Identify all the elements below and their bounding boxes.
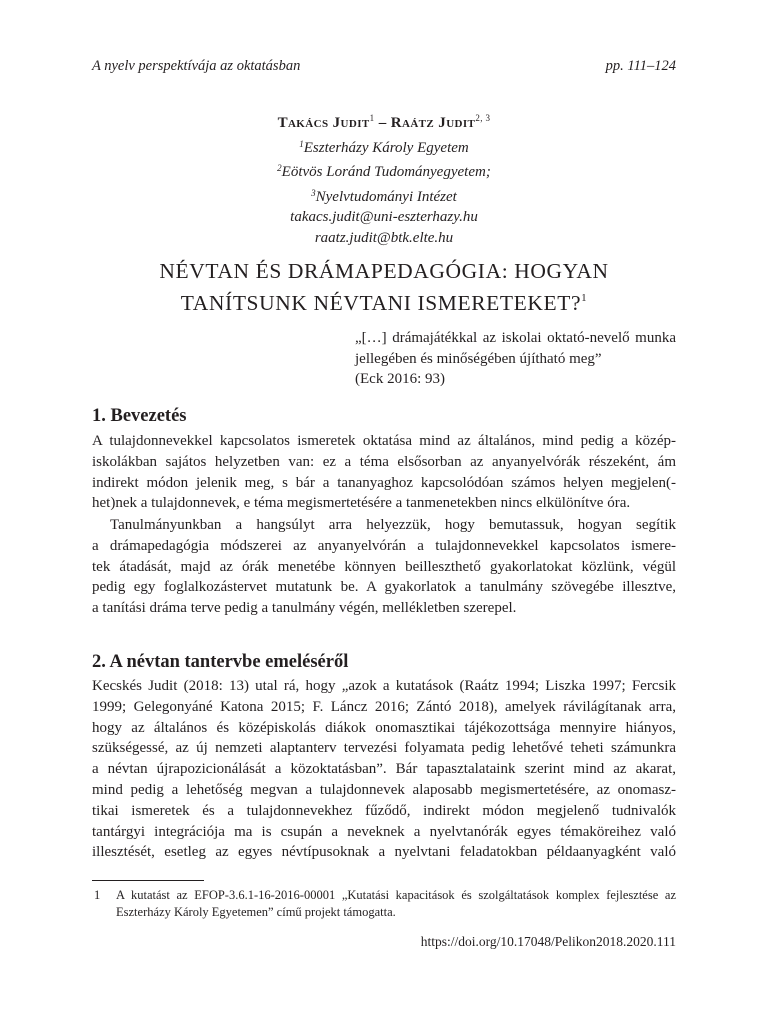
running-head [92,58,676,75]
section2-paragraph-1 [92,676,676,863]
section-heading-2: 2. A névtan tantervbe emeléséről [92,652,349,672]
author-block [0,108,768,248]
section-heading-1: 1. Bevezetés [92,406,187,426]
epigraph [355,328,676,390]
text-line: szükségessé, az új nemzeti alaptanterv tervezési folyamata pedig lehetővé teheti számunkra [92,740,676,757]
text-line: tek átadását, majd az órák menetébe könnyen beilleszthető gyakorlatokat közlünk, végül [92,558,676,575]
text-line: hogy az általános és középiskolás diákok onomasztikai tájékozottsága mennyire hiányos, [92,719,676,736]
author-separator: – [374,115,391,131]
email-1[interactable]: takacs.judit@uni-eszterhazy.hu [290,209,478,225]
text-line: mind pedig a lehetőség megvan a tulajdonnevek alaposabb megismertetésére, az onomasz- [92,781,676,798]
text-line: Kecskés Judit (2018: 13) utal rá, hogy „azok a kutatások (Raátz 1994; Liszka 1997; Fercsik [92,678,676,694]
page-range: pp. 111–124 [605,58,676,74]
footnote-divider [92,880,204,881]
footnote-text: A kutatást az EFOP-3.6.1-16-2016-00001 „Kutatási kapacitások és szolgáltatások komplex fejlesztése az Eszterházy Károly Egyetemen” című projekt támogatta. [116,888,676,919]
text-line: Tanulmányunkban a hangsúlyt arra helyezzük, hogy bemutassuk, hogyan segítik [110,517,676,533]
affiliation-sup-2: 2 [277,163,282,173]
title-line-1: NÉVTAN ÉS DRÁMAPEDAGÓGIA: HOGYAN [159,259,609,283]
title-line-2-wrap [0,285,768,317]
text-line: a tanítási dráma terve pedig a tanulmány végén, mellékletben szerepel. [92,600,517,617]
text-line: 1999; Gelegonyáné Katona 2015; F. Láncz 2016; Zántó 2018), amelyek rávilágítanak arra, [92,698,676,715]
affiliation-text-1: Eszterházy Károly Egyetem [303,139,469,156]
journal-title: A nyelv perspektívája az oktatásban [92,58,301,74]
text-line: het)nek a tulajdonnevek, e téma megismertetésére a tanmenetekben nincs elkülönítve óra. [92,495,631,512]
affiliation-3 [0,183,768,208]
footnote-number: 1 [94,888,101,902]
text-line: pedig egy foglalkozástervet mutatunk be. A gyakorlatok a tanulmány szövegébe illesztve, [92,579,676,596]
text-line: tantárgyi integrációja ma is csupán a neveknek a nyelvtanórák egyes témaköreihez való [92,823,676,840]
author-sup-2: 2, 3 [475,113,491,123]
text-line: a drámapedagógia módszerei az anyanyelvórán a tulajdonnevekkel kapcsolatos ismere- [92,537,676,554]
epigraph-source: (Eck 2016: 93) [355,371,445,387]
author-name-2: Raátz Judit [390,115,476,131]
affiliation-text-2: Eötvös Loránd Tudományegyetem; [281,164,491,180]
author-names [0,108,768,134]
section1-paragraph-1 [92,431,676,514]
email-2[interactable]: raatz.judit@btk.elte.hu [314,229,454,246]
text-line: indirekt módon jelenik meg, s bár a tananyaghoz kapcsolódóan számos helyen megjelen(- [92,474,676,491]
title-footnote-ref[interactable]: 1 [581,292,588,304]
epigraph-text: „[…] drámajátékkal az iskolai oktató-nevelő munka jellegében és minőségében újítható meg” [355,330,676,367]
text-line: iskolákban sajátos helyzetben van: ez a téma elsősorban az anyanyelvórák részeként, ám [92,453,676,470]
affiliation-2 [0,158,768,183]
affiliation-sup-1: 1 [299,138,304,149]
text-line: A tulajdonnevekkel kapcsolatos ismeretek oktatása mind az általános, mind pedig a közép- [92,433,676,449]
affiliation-text-3: Nyelvtudományi Intézet [315,188,457,205]
doi-link[interactable]: https://doi.org/10.17048/Pelikon2018.2020.111 [420,934,676,949]
author-sup-1: 1 [369,113,375,123]
title-line-2: TANÍTSUNK NÉVTANI ISMERETEKET? [180,291,582,315]
affiliation-sup-3: 3 [311,187,316,198]
affiliation-1 [0,134,768,159]
section1-paragraph-2 [92,515,676,619]
text-line: tikai ismeretek és a tulajdonnevekhez fűződő, indirekt módon megjelenő tudnivalók [92,802,676,819]
footnote [92,887,676,921]
text-line: a névtan újrapozicionálását a közoktatásban”. Bár tapasztalataink szerint mind az akarat, [92,761,676,778]
paper-title [0,258,768,317]
text-line: illesztését, esetleg az egyes névtípusoknak a nyelvtani feladatokban példaanyagként való [92,844,676,861]
author-name-1: Takács Judit [277,115,370,131]
